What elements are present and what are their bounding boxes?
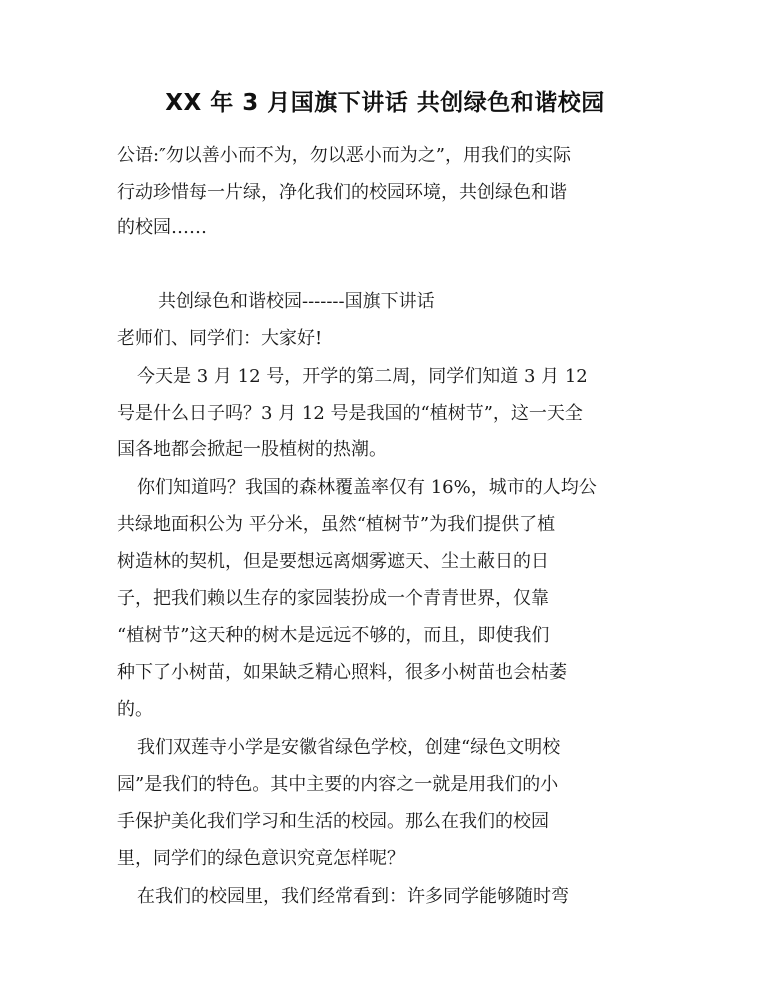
- text-line: 你们知道吗？我国的森林覆盖率仅有 16%，城市的人均公: [137, 477, 597, 498]
- text-line: 种下了小树苗，如果缺乏精心照料，很多小树苗也会枯萎: [117, 662, 567, 683]
- text-line: 手保护美化我们学习和生活的校园。那么在我们的校园: [117, 811, 549, 832]
- text-line: 园”是我们的特色。其中主要的内容之一就是用我们的小: [117, 774, 559, 795]
- text-line: 树造林的契机，但是要想远离烟雾遮天、尘土蔽日的日: [117, 551, 549, 572]
- text-line: 共绿地面积公为 平分米，虽然“植树节”为我们提供了植: [117, 514, 556, 535]
- document-title: XX 年 3 月国旗下讲话 共创绿色和谐校园: [165, 90, 605, 116]
- text-line: 今天是 3 月 12 号，开学的第二周，同学们知道 3 月 12: [137, 366, 588, 387]
- text-line: 的校园……: [117, 217, 207, 238]
- text-line: 号是什么日子吗？3 月 12 号是我国的“植树节”，这一天全: [117, 403, 583, 424]
- text-line: 里，同学们的绿色意识究竟怎样呢？: [117, 848, 405, 869]
- salutation: 老师们、同学们：大家好!: [117, 328, 323, 349]
- text-line: “植树节”这天种的树木是远远不够的，而且，即使我们: [117, 625, 550, 646]
- section-heading: 共创绿色和谐校园-------国旗下讲话: [158, 291, 435, 312]
- text-line: 行动珍惜每一片绿，净化我们的校园环境，共创绿色和谐: [117, 182, 567, 203]
- text-line: 的。: [117, 699, 153, 720]
- text-line: 国各地都会掀起一股植树的热潮。: [117, 439, 387, 460]
- text-line: 我们双莲寺小学是安徽省绿色学校，创建“绿色文明校: [137, 737, 561, 758]
- text-line: 公语:″勿以善小而不为，勿以恶小而为之”，用我们的实际: [117, 145, 571, 166]
- text-line: 在我们的校园里，我们经常看到：许多同学能够随时弯: [137, 886, 569, 907]
- text-line: 子，把我们赖以生存的家园装扮成一个青青世界，仅靠: [117, 588, 549, 609]
